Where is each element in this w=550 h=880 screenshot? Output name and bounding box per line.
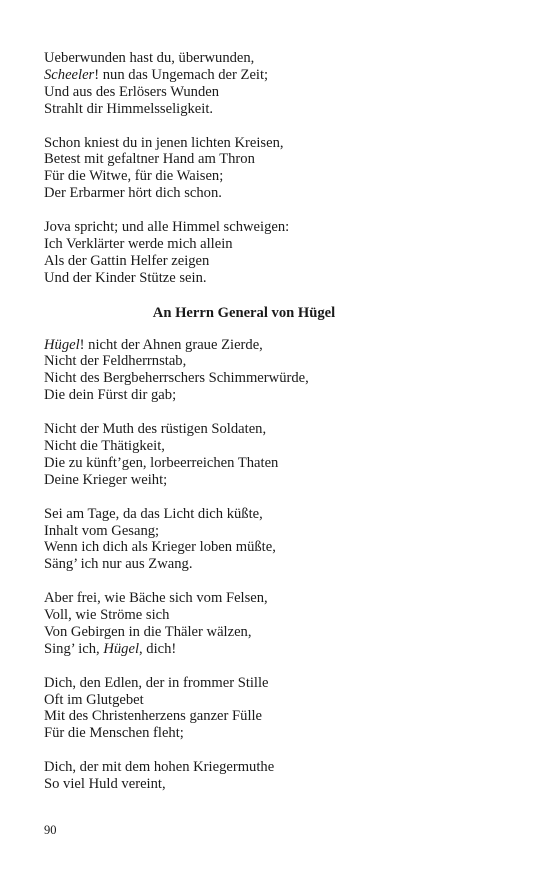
verse-text: Sing’ ich, [44,640,104,657]
verse-line [44,692,514,709]
verse-text: Der Erbarmer hört dich schon. [44,185,222,202]
verse-line [44,253,514,270]
verse-line [44,270,514,287]
stanza [44,759,514,793]
verse-line [44,708,514,725]
verse-line [44,337,514,354]
verse-line [44,236,514,253]
verse-line [44,438,514,455]
poem-title: An Herrn General von Hügel [152,304,336,321]
stanza [44,337,514,405]
verse-text: Inhalt vom Gesang; [44,522,160,539]
verse-text: So viel Huld vereint, [44,776,166,793]
verse-line [44,455,514,472]
verse-line [44,67,514,84]
verse-line [44,607,514,624]
verse-line [44,641,514,658]
verse-line [44,776,514,793]
verse-text: Mit des Christenherzens ganzer Fülle [44,708,263,725]
verse-line [44,759,514,776]
verse-text: Von Gebirgen in die Thäler wälzen, [44,623,252,640]
verse-line [44,506,514,523]
verse-text: Und der Kinder Stütze sein. [44,269,207,286]
verse-text: Aber frei, wie Bäche sich vom Felsen, [44,590,268,607]
verse-text: Wenn ich dich als Krieger loben müßte, [44,539,276,556]
verse-line [44,590,514,607]
verse-text: Säng’ ich nur aus Zwang. [44,556,193,573]
verse-line [44,101,514,118]
verse-line [44,151,514,168]
verse-line [44,421,514,438]
stanza [44,590,514,658]
verse-text: Die zu künft’gen, lorbeerreichen Thaten [44,454,279,471]
verse-line [44,168,514,185]
verse-text: Deine Krieger weiht; [44,471,168,488]
stanza [44,675,514,743]
verse-line [44,185,514,202]
page-body [44,50,514,810]
italic-name: Hügel [44,336,80,353]
verse-line [44,539,514,556]
verse-text: Sei am Tage, da das Licht dich küßte, [44,505,263,522]
verse-text: Schon kniest du in jenen lichten Kreisen, [44,134,284,151]
verse-line [44,50,514,67]
verse-text: Dich, den Edlen, der in frommer Stille [44,674,269,691]
verse-text: Dich, der mit dem hohen Kriegermuthe [44,759,275,776]
stanza [44,219,514,287]
italic-name: Scheeler [44,66,95,83]
verse-line [44,556,514,573]
verse-line [44,84,514,101]
verse-text: ! nun das Ungemach der Zeit; [94,66,269,83]
verse-text: ! nicht der Ahnen graue Zierde, [79,336,263,353]
verse-line [44,725,514,742]
stanza [44,135,514,203]
verse-text: Als der Gattin Helfer zeigen [44,252,210,269]
verse-text: Jova spricht; und alle Himmel schweigen: [44,219,290,236]
verse-text: , dich! [139,640,177,657]
verse-line [44,370,514,387]
verse-text: Und aus des Erlösers Wunden [44,83,220,100]
verse-text: Ich Verklärter werde mich allein [44,235,233,252]
verse-text: Für die Witwe, für die Waisen; [44,168,224,185]
verse-text: Nicht der Feldherrnstab, [44,353,187,370]
verse-line [44,523,514,540]
verse-text: Nicht die Thätigkeit, [44,437,165,454]
verse-text: Für die Menschen fleht; [44,725,184,742]
verse-text: Voll, wie Ströme sich [44,607,170,624]
page-number: 90 [44,823,57,837]
verse-line [44,675,514,692]
verse-text: Die dein Fürst dir gab; [44,387,177,404]
verse-text: Oft im Glutgebet [44,691,144,708]
verse-line [44,353,514,370]
verse-text: Nicht des Bergbeherrschers Schimmerwürde, [44,370,309,387]
stanza [44,421,514,489]
poem-an-herrn-general-von-huegel [44,337,514,793]
verse-line [44,135,514,152]
italic-name: Hügel [103,640,139,657]
verse-line [44,387,514,404]
verse-text: Betest mit gefaltner Hand am Thron [44,151,255,168]
verse-line [44,624,514,641]
verse-line [44,472,514,489]
verse-line [44,219,514,236]
verse-text: Nicht der Muth des rüstigen Soldaten, [44,421,267,438]
verse-text: Strahlt dir Himmelsseligkeit. [44,100,214,117]
stanza [44,506,514,574]
poem-continuation [44,50,514,287]
stanza [44,50,514,118]
verse-text: Ueberwunden hast du, überwunden, [44,50,255,66]
